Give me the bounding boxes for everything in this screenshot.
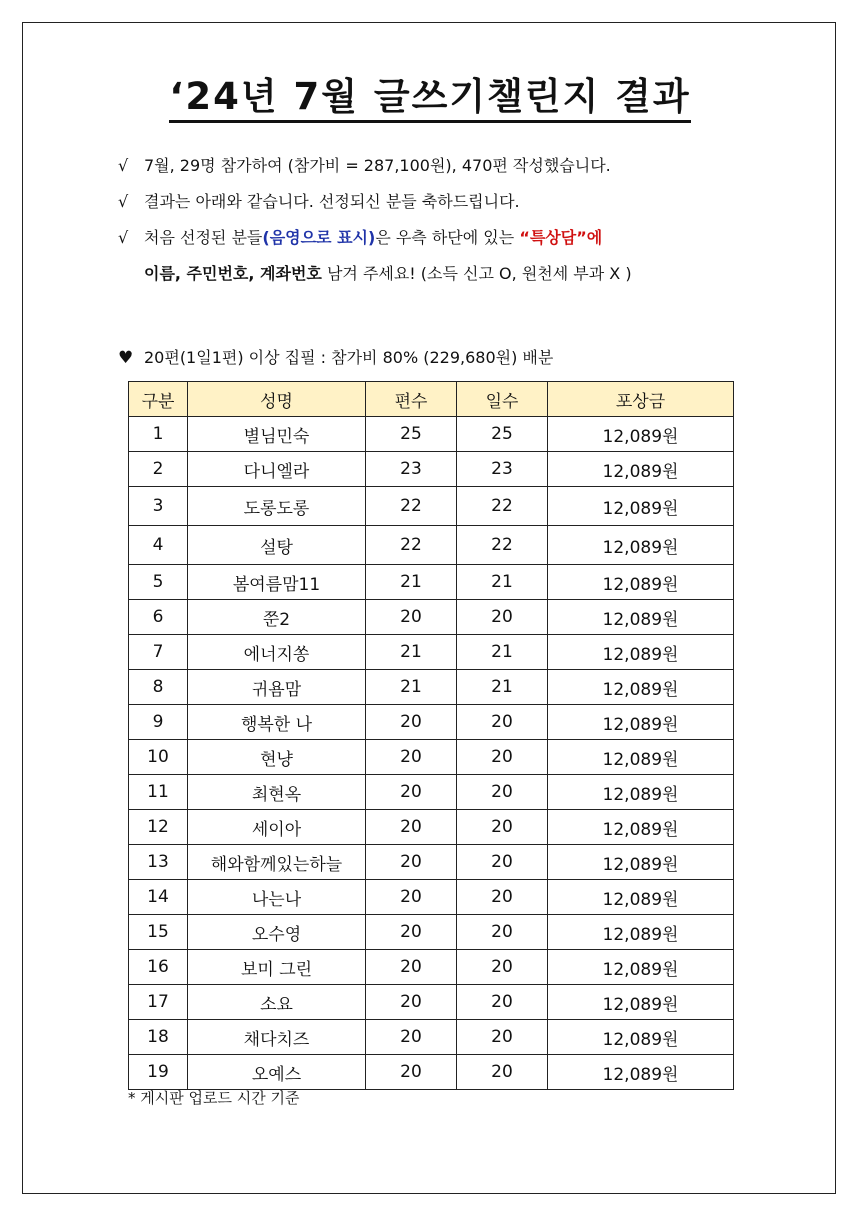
- cell-name: 쭌2: [188, 600, 366, 635]
- cell-posts: 20: [366, 845, 457, 880]
- table-row: [129, 565, 734, 600]
- cell-name: 에너지쏭: [188, 635, 366, 670]
- table-row: [129, 950, 734, 985]
- table-row: [129, 880, 734, 915]
- table-row: [129, 985, 734, 1020]
- cell-days: 22: [457, 526, 548, 565]
- check-mark-icon: √: [118, 156, 129, 175]
- cell-no: 10: [129, 740, 188, 775]
- table-row: [129, 775, 734, 810]
- table-row: [129, 740, 734, 775]
- cell-name: 현냥: [188, 740, 366, 775]
- notice-list: [118, 154, 632, 298]
- special-counsel-label: “특상담”에: [519, 228, 603, 247]
- cell-days: 25: [457, 417, 548, 452]
- cell-days: 20: [457, 740, 548, 775]
- cell-name: 채다치즈: [188, 1020, 366, 1055]
- cell-name: 행복한 나: [188, 705, 366, 740]
- header-prize: 포상금: [548, 382, 734, 417]
- cell-name: 도롱도롱: [188, 487, 366, 526]
- cell-days: 21: [457, 670, 548, 705]
- cell-posts: 20: [366, 915, 457, 950]
- table-header-row: [129, 382, 734, 417]
- table-row: [129, 810, 734, 845]
- results-table: [128, 381, 734, 1090]
- cell-no: 9: [129, 705, 188, 740]
- cell-prize: 12,089원: [548, 487, 734, 526]
- cell-no: 14: [129, 880, 188, 915]
- cell-name: 해와함께있는하늘: [188, 845, 366, 880]
- table-row: [129, 1055, 734, 1090]
- shading-note: (음영으로 표시): [262, 228, 376, 247]
- cell-days: 20: [457, 845, 548, 880]
- table-row: [129, 705, 734, 740]
- notice-line-2: √ 결과는 아래와 같습니다. 선정되신 분들 축하드립니다.: [118, 190, 632, 226]
- section-heading: ♥ 20편(1일1편) 이상 집필 : 참가비 80% (229,680원) 배분: [118, 348, 554, 368]
- heart-icon: ♥: [118, 348, 134, 368]
- cell-name: 귀욤맘: [188, 670, 366, 705]
- cell-prize: 12,089원: [548, 775, 734, 810]
- header-days: 일수: [457, 382, 548, 417]
- cell-no: 8: [129, 670, 188, 705]
- cell-name: 나는나: [188, 880, 366, 915]
- cell-no: 6: [129, 600, 188, 635]
- cell-days: 21: [457, 635, 548, 670]
- cell-days: 20: [457, 915, 548, 950]
- cell-name: 세이아: [188, 810, 366, 845]
- cell-prize: 12,089원: [548, 985, 734, 1020]
- footnote: * 게시판 업로드 시간 기준: [128, 1089, 300, 1107]
- table-row: [129, 600, 734, 635]
- cell-days: 20: [457, 600, 548, 635]
- cell-no: 11: [129, 775, 188, 810]
- cell-posts: 22: [366, 487, 457, 526]
- cell-prize: 12,089원: [548, 915, 734, 950]
- cell-no: 19: [129, 1055, 188, 1090]
- cell-posts: 20: [366, 985, 457, 1020]
- table-row: [129, 526, 734, 565]
- cell-prize: 12,089원: [548, 740, 734, 775]
- cell-prize: 12,089원: [548, 670, 734, 705]
- notice-line-3: √ 처음 선정된 분들(음영으로 표시)은 우측 하단에 있는 “특상담”에: [118, 226, 632, 262]
- cell-prize: 12,089원: [548, 705, 734, 740]
- cell-days: 20: [457, 950, 548, 985]
- header-posts: 편수: [366, 382, 457, 417]
- cell-no: 1: [129, 417, 188, 452]
- cell-posts: 25: [366, 417, 457, 452]
- cell-no: 3: [129, 487, 188, 526]
- cell-posts: 22: [366, 526, 457, 565]
- table-row: [129, 452, 734, 487]
- cell-days: 20: [457, 1020, 548, 1055]
- cell-no: 5: [129, 565, 188, 600]
- cell-posts: 21: [366, 565, 457, 600]
- required-info: 이름, 주민번호, 계좌번호: [144, 264, 322, 283]
- cell-days: 20: [457, 985, 548, 1020]
- cell-name: 설탕: [188, 526, 366, 565]
- cell-prize: 12,089원: [548, 1020, 734, 1055]
- cell-prize: 12,089원: [548, 526, 734, 565]
- cell-days: 21: [457, 565, 548, 600]
- table-row: [129, 670, 734, 705]
- cell-days: 20: [457, 1055, 548, 1090]
- cell-posts: 20: [366, 1055, 457, 1090]
- check-mark-icon: √: [118, 192, 129, 211]
- cell-no: 15: [129, 915, 188, 950]
- table-row: [129, 635, 734, 670]
- cell-days: 23: [457, 452, 548, 487]
- cell-no: 18: [129, 1020, 188, 1055]
- check-mark-icon: √: [118, 228, 129, 247]
- cell-posts: 20: [366, 880, 457, 915]
- cell-name: 최현옥: [188, 775, 366, 810]
- cell-name: 보미 그린: [188, 950, 366, 985]
- page-title: ‘24년 7월 글쓰기챌린지 결과: [0, 66, 860, 120]
- cell-prize: 12,089원: [548, 565, 734, 600]
- cell-prize: 12,089원: [548, 417, 734, 452]
- cell-prize: 12,089원: [548, 452, 734, 487]
- cell-posts: 21: [366, 635, 457, 670]
- cell-name: 오예스: [188, 1055, 366, 1090]
- table-row: [129, 1020, 734, 1055]
- cell-name: 소요: [188, 985, 366, 1020]
- cell-no: 16: [129, 950, 188, 985]
- cell-prize: 12,089원: [548, 600, 734, 635]
- cell-name: 별님민숙: [188, 417, 366, 452]
- cell-prize: 12,089원: [548, 1055, 734, 1090]
- cell-posts: 20: [366, 740, 457, 775]
- cell-no: 12: [129, 810, 188, 845]
- cell-prize: 12,089원: [548, 635, 734, 670]
- cell-no: 13: [129, 845, 188, 880]
- cell-prize: 12,089원: [548, 810, 734, 845]
- cell-posts: 20: [366, 950, 457, 985]
- cell-posts: 23: [366, 452, 457, 487]
- cell-name: 다니엘라: [188, 452, 366, 487]
- cell-posts: 20: [366, 810, 457, 845]
- cell-posts: 20: [366, 775, 457, 810]
- cell-posts: 20: [366, 600, 457, 635]
- cell-no: 7: [129, 635, 188, 670]
- cell-no: 2: [129, 452, 188, 487]
- cell-no: 4: [129, 526, 188, 565]
- notice-line-4: 이름, 주민번호, 계좌번호 남겨 주세요! (소득 신고 O, 원천세 부과 X ): [144, 264, 632, 283]
- cell-days: 20: [457, 810, 548, 845]
- cell-posts: 20: [366, 1020, 457, 1055]
- cell-posts: 21: [366, 670, 457, 705]
- notice-line-1: √ 7월, 29명 참가하여 (참가비 = 287,100원), 470편 작성했습니다.: [118, 154, 632, 190]
- cell-no: 17: [129, 985, 188, 1020]
- table-row: [129, 845, 734, 880]
- cell-prize: 12,089원: [548, 950, 734, 985]
- cell-days: 20: [457, 705, 548, 740]
- cell-prize: 12,089원: [548, 880, 734, 915]
- cell-days: 22: [457, 487, 548, 526]
- table-row: [129, 915, 734, 950]
- header-name: 성명: [188, 382, 366, 417]
- header-no: 구분: [129, 382, 188, 417]
- cell-days: 20: [457, 880, 548, 915]
- cell-posts: 20: [366, 705, 457, 740]
- cell-name: 봄여름맘11: [188, 565, 366, 600]
- table-row: [129, 417, 734, 452]
- cell-name: 오수영: [188, 915, 366, 950]
- table-row: [129, 487, 734, 526]
- cell-prize: 12,089원: [548, 845, 734, 880]
- cell-days: 20: [457, 775, 548, 810]
